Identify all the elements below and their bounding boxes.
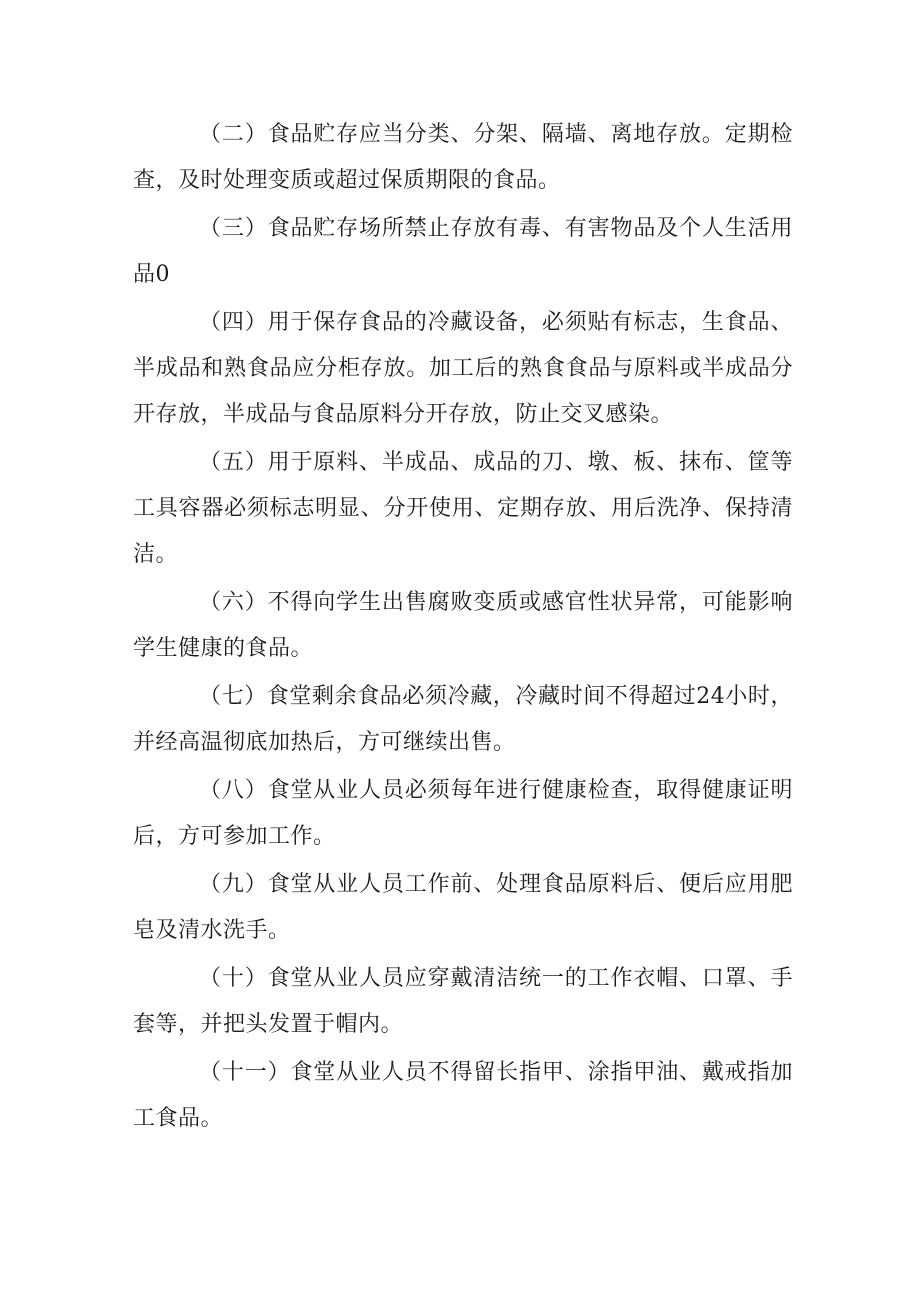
paragraph-item-10: （十）食堂从业人员应穿戴清洁统一的工作衣帽、口罩、手套等，并把头发置于帽内。 <box>133 966 793 1037</box>
paragraph-item-2: （二）食品贮存应当分类、分架、隔墙、离地存放。定期检查，及时处理变质或超过保质期限的食品。 <box>133 122 793 193</box>
paragraph-item-5: （五）用于原料、半成品、成品的刀、墩、板、抹布、筐等工具容器必须标志明显、分开使用、定期存放、用后洗净、保持清洁。 <box>133 450 793 567</box>
paragraph-item-7: （七）食堂剩余食品必须冷藏，冷藏时间不得超过24小时，并经高温彻底加热后，方可继续出售。 <box>133 684 793 755</box>
paragraph-item-6: （六）不得向学生出售腐败变质或感官性状异常，可能影响学生健康的食品。 <box>133 590 793 661</box>
document-body <box>133 112 793 1144</box>
paragraph-item-3: （三）食品贮存场所禁止存放有毒、有害物品及个人生活用品0 <box>133 216 793 287</box>
paragraph-item-11: （十一）食堂从业人员不得留长指甲、涂指甲油、戴戒指加工食品。 <box>133 1060 793 1131</box>
paragraph-item-9: （九）食堂从业人员工作前、处理食品原料后、便后应用肥皂及清水洗手。 <box>133 872 793 943</box>
paragraph-item-4: （四）用于保存食品的冷藏设备，必须贴有标志，生食品、半成品和熟食品应分柜存放。加工后的熟食食品与原料或半成品分开存放，半成品与食品原料分开存放，防止交叉感染。 <box>133 310 793 427</box>
paragraph-item-8: （八）食堂从业人员必须每年进行健康检查，取得健康证明后，方可参加工作。 <box>133 778 793 849</box>
